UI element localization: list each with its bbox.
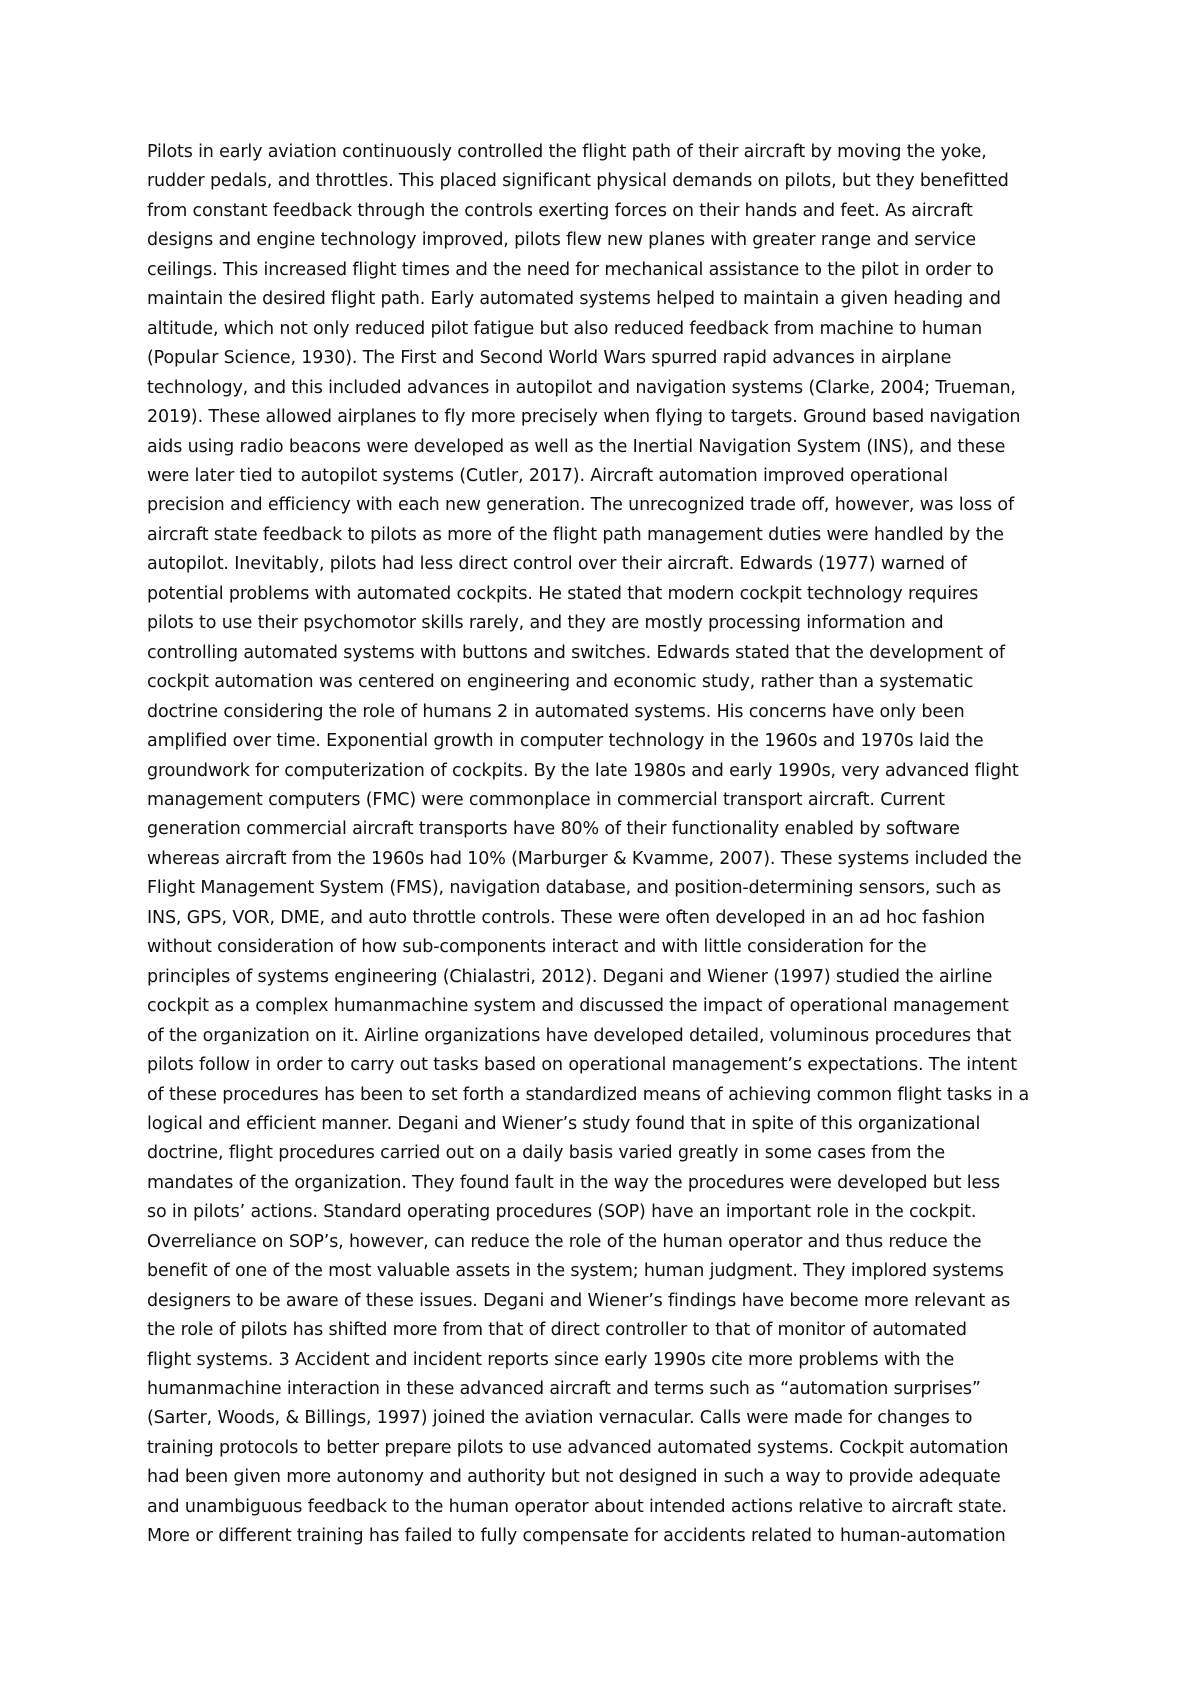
text-line: mandates of the organization. They found fault in the way the procedures were developed but less [147, 1172, 1001, 1193]
text-line: doctrine, flight procedures carried out on a daily basis varied greatly in some cases from the [147, 1143, 946, 1164]
text-line: Overreliance on SOP’s, however, can reduce the role of the human operator and thus reduce the [147, 1231, 982, 1252]
text-line: technology, and this included advances in autopilot and navigation systems (Clarke, 2004; Trueman, [147, 377, 1016, 398]
text-line: potential problems with automated cockpits. He stated that modern cockpit technology requires [147, 583, 979, 604]
text-line: rudder pedals, and throttles. This placed significant physical demands on pilots, but they benefitted [147, 171, 1009, 192]
text-line: had been given more autonomy and authority but not designed in such a way to provide adequate [147, 1467, 1001, 1488]
text-line: controlling automated systems with buttons and switches. Edwards stated that the development of [147, 642, 1005, 663]
text-line: cockpit automation was centered on engineering and economic study, rather than a systematic [147, 672, 974, 693]
text-line: designs and engine technology improved, pilots flew new planes with greater range and service [147, 230, 976, 251]
text-line: pilots follow in order to carry out tasks based on operational management’s expectations. The intent [147, 1055, 1017, 1076]
text-line: so in pilots’ actions. Standard operating procedures (SOP) have an important role in the cockpit. [147, 1202, 977, 1223]
text-line: generation commercial aircraft transports have 80% of their functionality enabled by software [147, 819, 960, 840]
text-line: autopilot. Inevitably, pilots had less direct control over their aircraft. Edwards (1977) warned of [147, 554, 967, 575]
text-line: ceilings. This increased flight times and the need for mechanical assistance to the pilot in order to [147, 259, 994, 280]
text-line: and unambiguous feedback to the human operator about intended actions relative to aircraft state. [147, 1496, 1007, 1517]
text-line: 2019). These allowed airplanes to fly more precisely when flying to targets. Ground based navigation [147, 407, 1021, 428]
text-line: (Sarter, Woods, & Billings, 1997) joined the aviation vernacular. Calls were made for changes to [147, 1408, 973, 1429]
text-line: groundwork for computerization of cockpits. By the late 1980s and early 1990s, very advanced flight [147, 760, 1019, 781]
text-line: More or different training has failed to fully compensate for accidents related to human-automation [147, 1526, 1006, 1547]
text-line: benefit of one of the most valuable assets in the system; human judgment. They implored systems [147, 1261, 1004, 1282]
text-line: without consideration of how sub-components interact and with little consideration for the [147, 937, 927, 958]
text-line: altitude, which not only reduced pilot fatigue but also reduced feedback from machine to human [147, 318, 983, 339]
text-line: management computers (FMC) were commonplace in commercial transport aircraft. Current [147, 789, 945, 810]
text-line: humanmachine interaction in these advanced aircraft and terms such as “automation surprises” [147, 1379, 981, 1400]
text-line: Flight Management System (FMS), navigation database, and position-determining sensors, such as [147, 878, 1001, 899]
text-line: logical and efficient manner. Degani and Wiener’s study found that in spite of this organizational [147, 1113, 981, 1134]
text-line: of the organization on it. Airline organizations have developed detailed, voluminous procedures that [147, 1025, 1012, 1046]
text-line: flight systems. 3 Accident and incident reports since early 1990s cite more problems with the [147, 1349, 955, 1370]
text-line: cockpit as a complex humanmachine system and discussed the impact of operational management [147, 996, 1009, 1017]
text-line: Pilots in early aviation continuously controlled the flight path of their aircraft by moving the yoke, [147, 142, 987, 162]
text-line: training protocols to better prepare pilots to use advanced automated systems. Cockpit automation [147, 1437, 1009, 1458]
text-line: designers to be aware of these issues. Degani and Wiener’s findings have become more relevant as [147, 1290, 1011, 1311]
body-paragraph [147, 138, 1087, 1552]
text-line: maintain the desired flight path. Early automated systems helped to maintain a given heading and [147, 289, 1001, 310]
text-line: (Popular Science, 1930). The First and Second World Wars spurred rapid advances in airplane [147, 348, 952, 369]
text-line: of these procedures has been to set forth a standardized means of achieving common flight tasks in a [147, 1084, 1030, 1105]
text-line: the role of pilots has shifted more from that of direct controller to that of monitor of automated [147, 1320, 967, 1341]
text-line: principles of systems engineering (Chialastri, 2012). Degani and Wiener (1997) studied the airline [147, 966, 993, 987]
text-line: aircraft state feedback to pilots as more of the flight path management duties were handled by the [147, 524, 1004, 545]
text-line: amplified over time. Exponential growth in computer technology in the 1960s and 1970s laid the [147, 731, 984, 752]
text-line: INS, GPS, VOR, DME, and auto throttle controls. These were often developed in an ad hoc fashion [147, 907, 985, 928]
text-line: from constant feedback through the controls exerting forces on their hands and feet. As aircraft [147, 200, 973, 221]
text-line: aids using radio beacons were developed as well as the Inertial Navigation System (INS), and these [147, 436, 1006, 457]
text-line: pilots to use their psychomotor skills rarely, and they are mostly processing information and [147, 613, 944, 634]
text-line: were later tied to autopilot systems (Cutler, 2017). Aircraft automation improved operational [147, 465, 948, 486]
text-line: doctrine considering the role of humans 2 in automated systems. His concerns have only been [147, 701, 965, 722]
text-line: whereas aircraft from the 1960s had 10% (Marburger & Kvamme, 2007). These systems included the [147, 848, 1022, 869]
text-line: precision and efficiency with each new generation. The unrecognized trade off, however, was loss of [147, 495, 1014, 516]
